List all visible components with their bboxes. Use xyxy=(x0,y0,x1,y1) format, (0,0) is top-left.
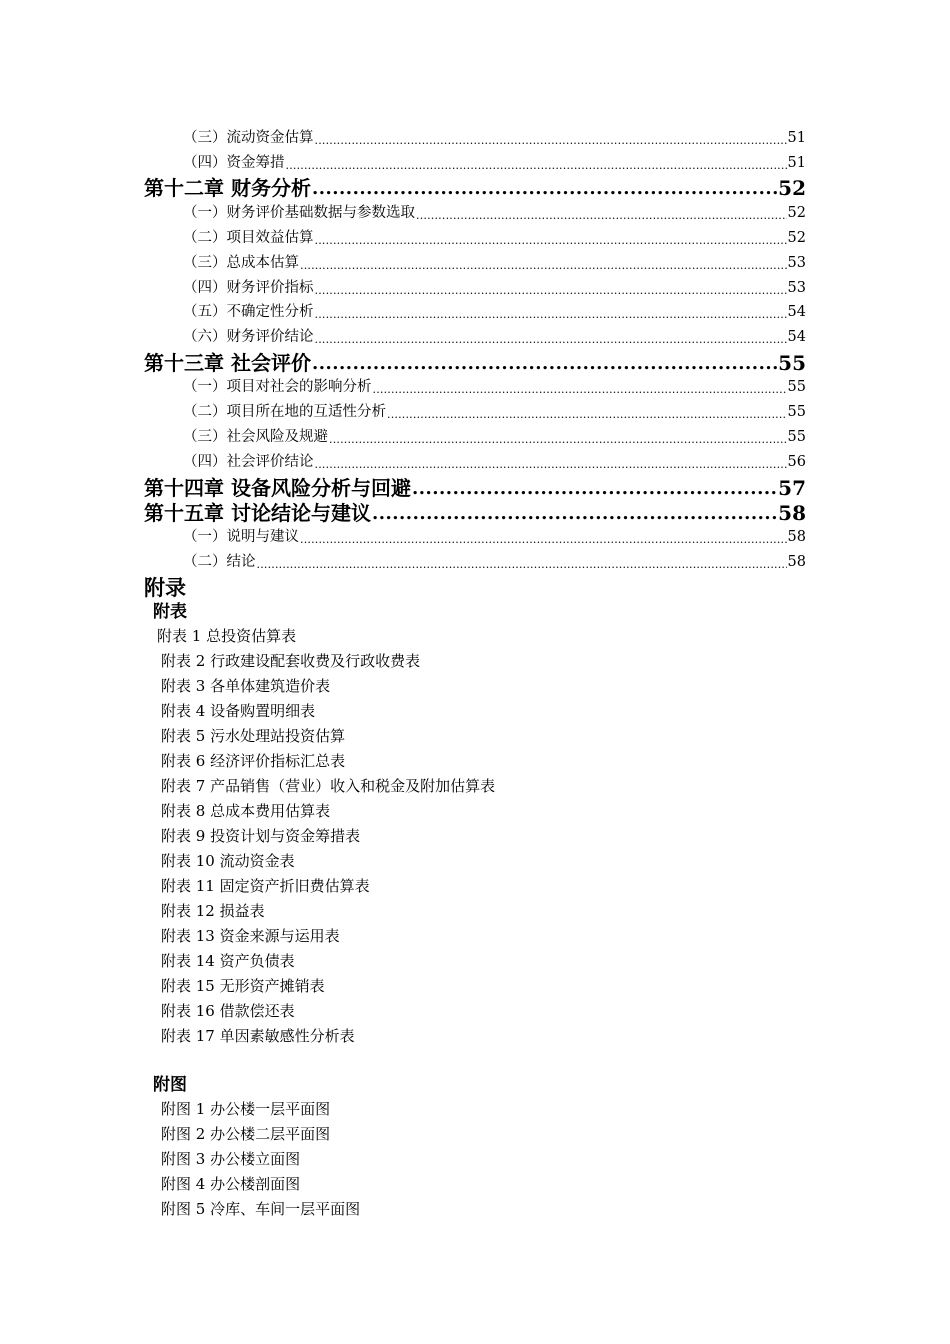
toc-leader-dots xyxy=(315,459,787,470)
toc-entry-title: （一）项目对社会的影响分析 xyxy=(183,379,372,395)
appendix-table-item[interactable]: 附表 11 固定资产折旧费估算表 xyxy=(161,877,370,895)
toc-chapter-page: 52 xyxy=(778,176,806,200)
toc-chapter-title: 第十五章 讨论结论与建议 xyxy=(144,501,371,525)
toc-entry[interactable] xyxy=(183,231,806,246)
toc-entry-page: 51 xyxy=(787,130,806,146)
toc-entry[interactable] xyxy=(183,430,806,445)
appendix-table-item[interactable]: 附表 6 经济评价指标汇总表 xyxy=(161,752,346,770)
toc-entry-title: （三）总成本估算 xyxy=(183,255,299,271)
appendix-figure-item[interactable]: 附图 5 冷库、车间一层平面图 xyxy=(161,1200,361,1218)
toc-entry[interactable] xyxy=(183,156,806,171)
toc-entry-page: 58 xyxy=(787,529,806,545)
toc-entry-title: （六）财务评价结论 xyxy=(183,329,314,345)
toc-entry-title: （二）项目所在地的互适性分析 xyxy=(183,404,386,420)
toc-leader-dots xyxy=(312,355,777,373)
appendix-heading: 附录 xyxy=(144,575,186,600)
toc-leader-dots xyxy=(315,235,787,246)
appendix-table-item[interactable]: 附表 9 投资计划与资金筹措表 xyxy=(161,827,361,845)
toc-entry-page: 53 xyxy=(787,255,806,271)
toc-entry[interactable] xyxy=(183,330,806,345)
appendix-figure-item[interactable]: 附图 3 办公楼立面图 xyxy=(161,1150,301,1168)
toc-chapter-page: 57 xyxy=(778,476,806,500)
toc-leader-dots xyxy=(286,160,787,171)
toc-leader-dots xyxy=(372,505,777,523)
toc-chapter-page: 58 xyxy=(778,501,806,525)
appendix-table-item[interactable]: 附表 14 资产负债表 xyxy=(161,952,295,970)
toc-leader-dots xyxy=(315,285,787,296)
toc-chapter-title: 第十二章 财务分析 xyxy=(144,176,311,200)
toc-entry-title: （三）流动资金估算 xyxy=(183,130,314,146)
toc-entry[interactable] xyxy=(183,256,806,271)
appendix-figure-item[interactable]: 附图 1 办公楼一层平面图 xyxy=(161,1100,331,1118)
appendix-table-item[interactable]: 附表 16 借款偿还表 xyxy=(161,1002,295,1020)
toc-entry-title: （一）说明与建议 xyxy=(183,529,299,545)
toc-chapter-entry[interactable] xyxy=(144,178,806,198)
appendix-table-item[interactable]: 附表 15 无形资产摊销表 xyxy=(161,977,325,995)
toc-leader-dots xyxy=(300,260,787,271)
toc-entry[interactable] xyxy=(183,405,806,420)
toc-leader-dots xyxy=(373,384,787,395)
appendix-table-item[interactable]: 附表 3 各单体建筑造价表 xyxy=(161,677,331,695)
toc-entry[interactable] xyxy=(183,555,806,570)
toc-entry-title: （四）资金筹措 xyxy=(183,155,285,171)
toc-entry-page: 54 xyxy=(787,304,806,320)
appendix-table-item[interactable]: 附表 1 总投资估算表 xyxy=(157,627,297,645)
appendix-table-item[interactable]: 附表 10 流动资金表 xyxy=(161,852,295,870)
toc-leader-dots xyxy=(315,135,787,146)
appendix-figure-item[interactable]: 附图 2 办公楼二层平面图 xyxy=(161,1125,331,1143)
appendix-tables-heading: 附表 xyxy=(153,602,187,622)
toc-leader-dots xyxy=(257,559,787,570)
toc-entry-page: 55 xyxy=(787,404,806,420)
toc-chapter-title: 第十三章 社会评价 xyxy=(144,351,311,375)
toc-leader-dots xyxy=(412,480,777,498)
toc-entry[interactable] xyxy=(183,281,806,296)
toc-entry[interactable] xyxy=(183,380,806,395)
toc-chapter-page: 55 xyxy=(778,351,806,375)
toc-entry-page: 54 xyxy=(787,329,806,345)
toc-entry[interactable] xyxy=(183,455,806,470)
toc-entry-title: （二）项目效益估算 xyxy=(183,230,314,246)
appendix-table-item[interactable]: 附表 7 产品销售（营业）收入和税金及附加估算表 xyxy=(161,777,496,795)
toc-chapter-title: 第十四章 设备风险分析与回避 xyxy=(144,476,411,500)
appendix-table-item[interactable]: 附表 12 损益表 xyxy=(161,902,265,920)
appendix-table-item[interactable]: 附表 17 单因素敏感性分析表 xyxy=(161,1027,355,1045)
toc-entry-title: （四）社会评价结论 xyxy=(183,454,314,470)
appendix-table-item[interactable]: 附表 4 设备购置明细表 xyxy=(161,702,316,720)
toc-entry-page: 51 xyxy=(787,155,806,171)
toc-entry-page: 52 xyxy=(787,205,806,221)
appendix-figures-heading: 附图 xyxy=(153,1075,187,1095)
toc-entry[interactable] xyxy=(183,131,806,146)
toc-entry-page: 53 xyxy=(787,280,806,296)
toc-entry-page: 55 xyxy=(787,429,806,445)
toc-chapter-entry[interactable] xyxy=(144,353,806,373)
toc-leader-dots xyxy=(315,309,787,320)
appendix-figure-item[interactable]: 附图 4 办公楼剖面图 xyxy=(161,1175,301,1193)
toc-leader-dots xyxy=(315,334,787,345)
toc-entry[interactable] xyxy=(183,530,806,545)
toc-leader-dots xyxy=(329,434,787,445)
toc-entry-page: 55 xyxy=(787,379,806,395)
appendix-table-item[interactable]: 附表 5 污水处理站投资估算 xyxy=(161,727,346,745)
toc-leader-dots xyxy=(300,534,787,545)
toc-leader-dots xyxy=(312,180,777,198)
toc-entry-title: （五）不确定性分析 xyxy=(183,304,314,320)
toc-entry-title: （四）财务评价指标 xyxy=(183,280,314,296)
toc-entry-page: 56 xyxy=(787,454,806,470)
toc-entry-title: （一）财务评价基础数据与参数选取 xyxy=(183,205,415,221)
toc-entry[interactable] xyxy=(183,206,806,221)
toc-chapter-entry[interactable] xyxy=(144,478,806,498)
toc-leader-dots xyxy=(416,210,787,221)
appendix-table-item[interactable]: 附表 13 资金来源与运用表 xyxy=(161,927,340,945)
appendix-table-item[interactable]: 附表 2 行政建设配套收费及行政收费表 xyxy=(161,652,421,670)
toc-entry[interactable] xyxy=(183,305,806,320)
toc-entry-title: （二）结论 xyxy=(183,554,256,570)
toc-entry-page: 58 xyxy=(787,554,806,570)
toc-entry-page: 52 xyxy=(787,230,806,246)
toc-leader-dots xyxy=(387,409,787,420)
toc-entry-title: （三）社会风险及规避 xyxy=(183,429,328,445)
appendix-table-item[interactable]: 附表 8 总成本费用估算表 xyxy=(161,802,331,820)
toc-chapter-entry[interactable] xyxy=(144,503,806,523)
